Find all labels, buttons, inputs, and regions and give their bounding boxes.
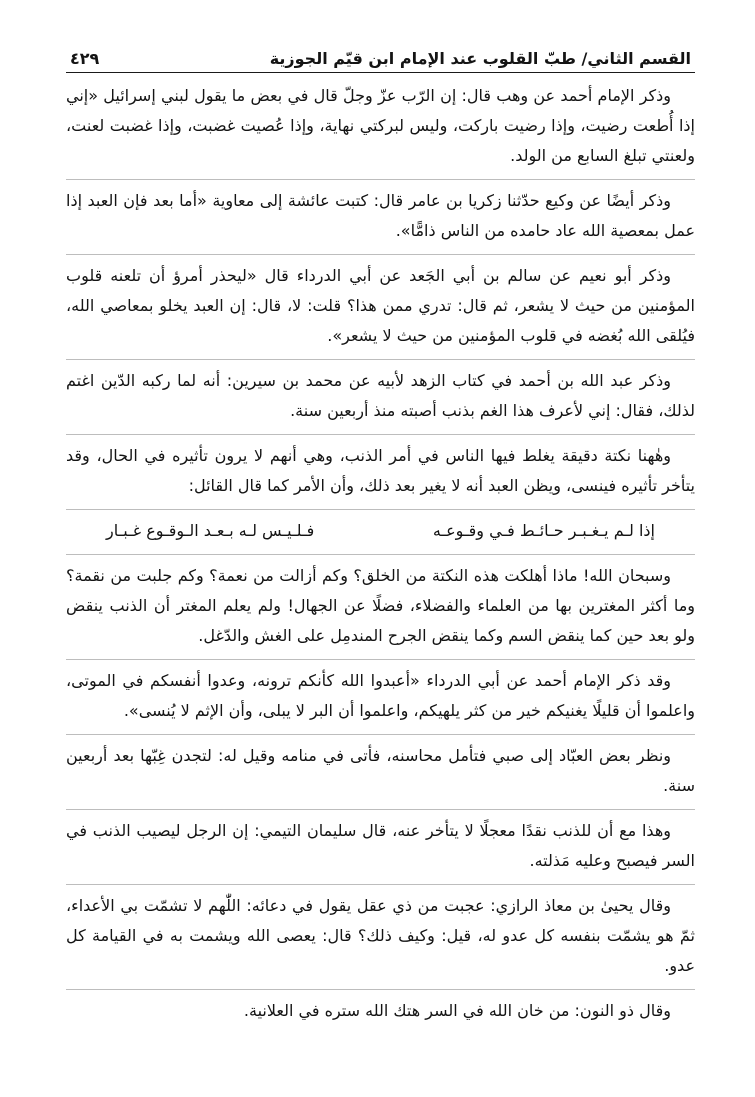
paragraph: وذكر أيضًا عن وكيع حدّثنا زكريا بن عامر قال: كتبت عائشة إلى معاوية «أما بعد فإن العبد إذا عمل بمعصية الله عاد حامده من الناس ذامًّا». xyxy=(66,186,695,255)
paragraph: وذكر الإمام أحمد عن وهب قال: إن الرّب عزّ وجلّ قال في بعض ما يقول لبني إسرائيل «إني إذا أُطعت رضيت، وإذا رضيت باركت، وليس لبركتي نهاية، وإذا عُصيت غضبت، وإذا غضبت لعنت، ولعنتي تبلغ السابع من الولد. xyxy=(66,81,695,180)
paragraph: وسبحان الله! ماذا أهلكت هذه النكتة من الخلق؟ وكم أزالت من نعمة؟ وكم جلبت من نقمة؟ وما أكثر المغترين بها من العلماء والفضلاء، فضلًا عن الجهال! ولم يعلم المغتر أن الذنب ينقض ولو بعد حين كما ينقض السم وكما ينقض الجرح المندمِل على الغش والدّغل. xyxy=(66,561,695,660)
paragraph: وذكر أبو نعيم عن سالم بن أبي الجَعد عن أبي الدرداء قال «ليحذر أمرؤ أن تلعنه قلوب المؤمنين من حيث لا يشعر، ثم قال: تدري ممن هذا؟ قلت: لا، قال: إن العبد يخلو بمعاصي الله، فيُلقى الله بُغضه في قلوب المؤمنين من حيث لا يشعر». xyxy=(66,261,695,360)
page-number: ٤٢٩ xyxy=(70,49,100,68)
verse-second-hemistich: فـلـيـس لـه بـعـد الـوقـوع غـبـار xyxy=(106,521,315,540)
paragraph: وذكر عبد الله بن أحمد في كتاب الزهد لأبيه عن محمد بن سيرين: أنه لما ركبه الدّين اغتم لذلك، فقال: إني لأعرف هذا الغم بذنب أصبته منذ أربعين سنة. xyxy=(66,366,695,435)
paragraph: وهٰهنا نكتة دقيقة يغلط فيها الناس في أمر الذنب، وهي أنهم لا يرون تأثيره في الحال، وقد يتأخر تأثيره فينسى، ويظن العبد أنه لا يغير بعد ذلك، وأن الأمر كما قال القائل: xyxy=(66,441,695,510)
section-title: القسم الثاني/ طبّ القلوب عند الإمام ابن قيّم الجوزية xyxy=(269,49,691,68)
running-header xyxy=(66,38,695,73)
paragraph: وقال يحيىٰ بن معاذ الرازي: عجبت من ذي عقل يقول في دعائه: اللّٰهم لا تشمّت بي الأعداء، ثمّ هو يشمّت بنفسه كل عدو له، قيل: وكيف ذلك؟ قال: يعصى الله ويشمت به في القيامة كل عدو. xyxy=(66,891,695,990)
paragraph: ونظر بعض العبّاد إلى صبي فتأمل محاسنه، فأتى في منامه وقيل له: لتجدن غِبّها بعد أربعين سنة. xyxy=(66,741,695,810)
poetry-verse xyxy=(66,516,695,555)
verse-first-hemistich: إذا لـم يـغـبـر حـائـط فـي وقـوعـه xyxy=(432,521,655,540)
paragraph: وقال ذو النون: من خان الله في السر هتك الله ستره في العلانية. xyxy=(243,1001,671,1020)
paragraph: وهذا مع أن للذنب نقدًا معجلًا لا يتأخر عنه، قال سليمان التيمي: إن الرجل ليصيب الذنب في السر فيصبح وعليه مَذلته. xyxy=(66,816,695,885)
paragraph: وقد ذكر الإمام أحمد عن أبي الدرداء «أعبدوا الله كأنكم ترونه، وعدوا أنفسكم في الموتى، واعلموا أن قليلًا يغنيكم خير من كثر يلهيكم، واعلموا أن البر لا يبلى، وأن الإثم لا يُنسى». xyxy=(66,666,695,735)
page-body xyxy=(66,73,695,1034)
